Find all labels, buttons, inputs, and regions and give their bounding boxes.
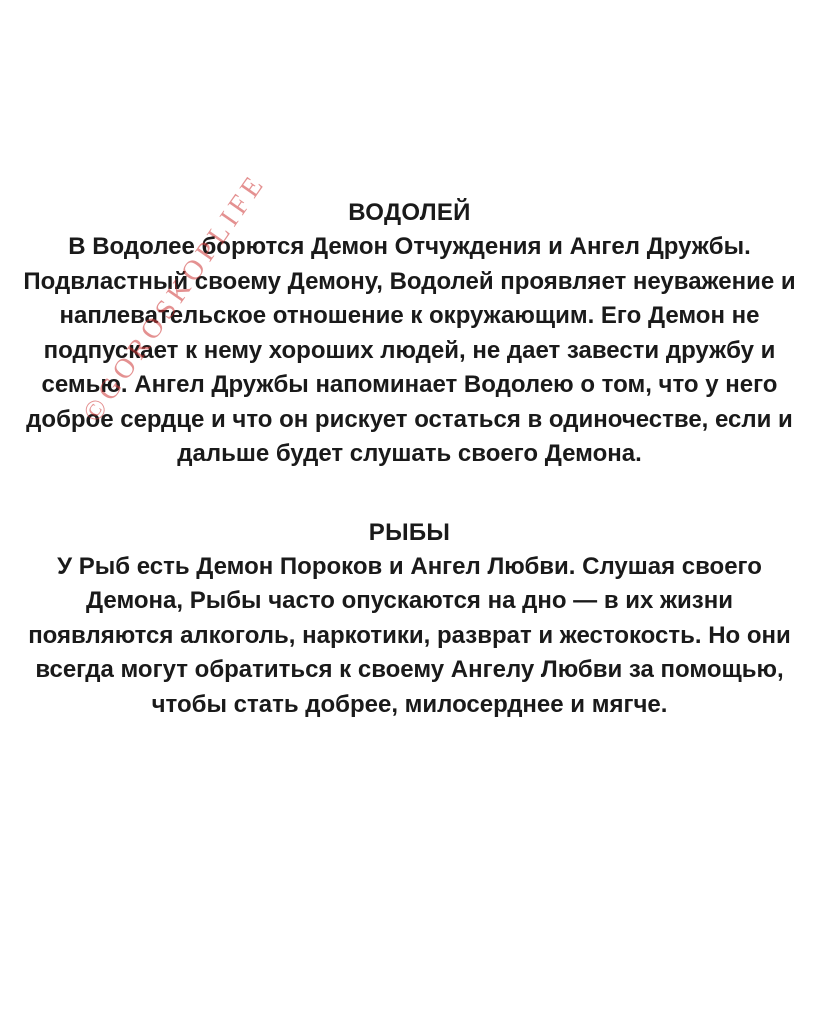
section-title: РЫБЫ <box>368 518 451 546</box>
watermark: ©GOROSKOPLIFE <box>76 167 273 428</box>
horoscope-text <box>20 196 799 722</box>
section-ryby <box>20 516 799 723</box>
section-body: У Рыб есть Демон Пороков и Ангел Любви. Слушая своего Демона, Рыбы часто опускаются на дно — в их жизни появляются алкоголь, наркотики, разврат и жестокость. Но они всегда могут обратиться к своему Ангелу Любви за помощью, чтобы стать добрее, милосерднее и мягче. <box>28 552 791 718</box>
section-vodoley <box>20 196 799 472</box>
section-body: В Водолее борются Демон Отчуждения и Ангел Дружбы. Подвластный своему Демону, Водолей проявляет неуважение и наплевательское отношение к окружающим. Его Демон не подпускает к нему хороших людей, не дает завести дружбу и семью. Ангел Дружбы напоминает Водолею о том, что у него доброе сердце и что он рискует остаться в одиночестве, если и дальше будет слушать своего Демона. <box>23 233 796 467</box>
section-title: ВОДОЛЕЙ <box>348 199 471 226</box>
